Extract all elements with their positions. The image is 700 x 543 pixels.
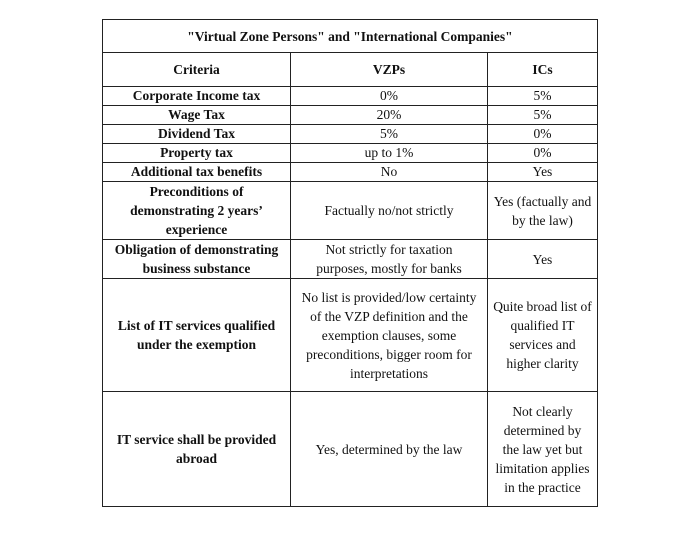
table-row — [103, 144, 598, 163]
vzps-cell: No — [291, 163, 488, 182]
ics-cell: Yes (factually and by the law) — [488, 182, 598, 240]
header-ics: ICs — [488, 53, 598, 87]
comparison-table — [102, 19, 598, 507]
vzps-cell: 5% — [291, 125, 488, 144]
ics-cell: Yes — [488, 163, 598, 182]
header-criteria: Criteria — [103, 53, 291, 87]
ics-cell: 5% — [488, 87, 598, 106]
criteria-cell: IT service shall be provided abroad — [103, 392, 291, 507]
ics-cell: 0% — [488, 125, 598, 144]
ics-cell: Not clearly determined by the law yet but limitation applies in the practice — [488, 392, 598, 507]
vzps-cell: 20% — [291, 106, 488, 125]
vzps-cell: up to 1% — [291, 144, 488, 163]
vzps-cell: No list is provided/low certainty of the VZP definition and the exemption clauses, some preconditions, bigger room for interpretations — [291, 279, 488, 392]
table-row — [103, 240, 598, 279]
criteria-cell: Corporate Income tax — [103, 87, 291, 106]
criteria-cell: Wage Tax — [103, 106, 291, 125]
ics-cell: 5% — [488, 106, 598, 125]
table-row — [103, 87, 598, 106]
vzps-cell: Not strictly for taxation purposes, mostly for banks — [291, 240, 488, 279]
vzps-cell: Factually no/not strictly — [291, 182, 488, 240]
vzps-cell: Yes, determined by the law — [291, 392, 488, 507]
vzps-cell: 0% — [291, 87, 488, 106]
criteria-cell: Obligation of demonstrating business substance — [103, 240, 291, 279]
criteria-cell: Dividend Tax — [103, 125, 291, 144]
criteria-cell: Additional tax benefits — [103, 163, 291, 182]
criteria-cell: Property tax — [103, 144, 291, 163]
table-title: "Virtual Zone Persons" and "International Companies" — [103, 20, 598, 53]
table-row — [103, 279, 598, 392]
table-row — [103, 125, 598, 144]
ics-cell: 0% — [488, 144, 598, 163]
ics-cell: Quite broad list of qualified IT services and higher clarity — [488, 279, 598, 392]
table-row — [103, 163, 598, 182]
table-row — [103, 106, 598, 125]
criteria-cell: List of IT services qualified under the exemption — [103, 279, 291, 392]
criteria-cell: Preconditions of demonstrating 2 years’ experience — [103, 182, 291, 240]
header-vzps: VZPs — [291, 53, 488, 87]
ics-cell: Yes — [488, 240, 598, 279]
table-row — [103, 392, 598, 507]
table-row — [103, 182, 598, 240]
